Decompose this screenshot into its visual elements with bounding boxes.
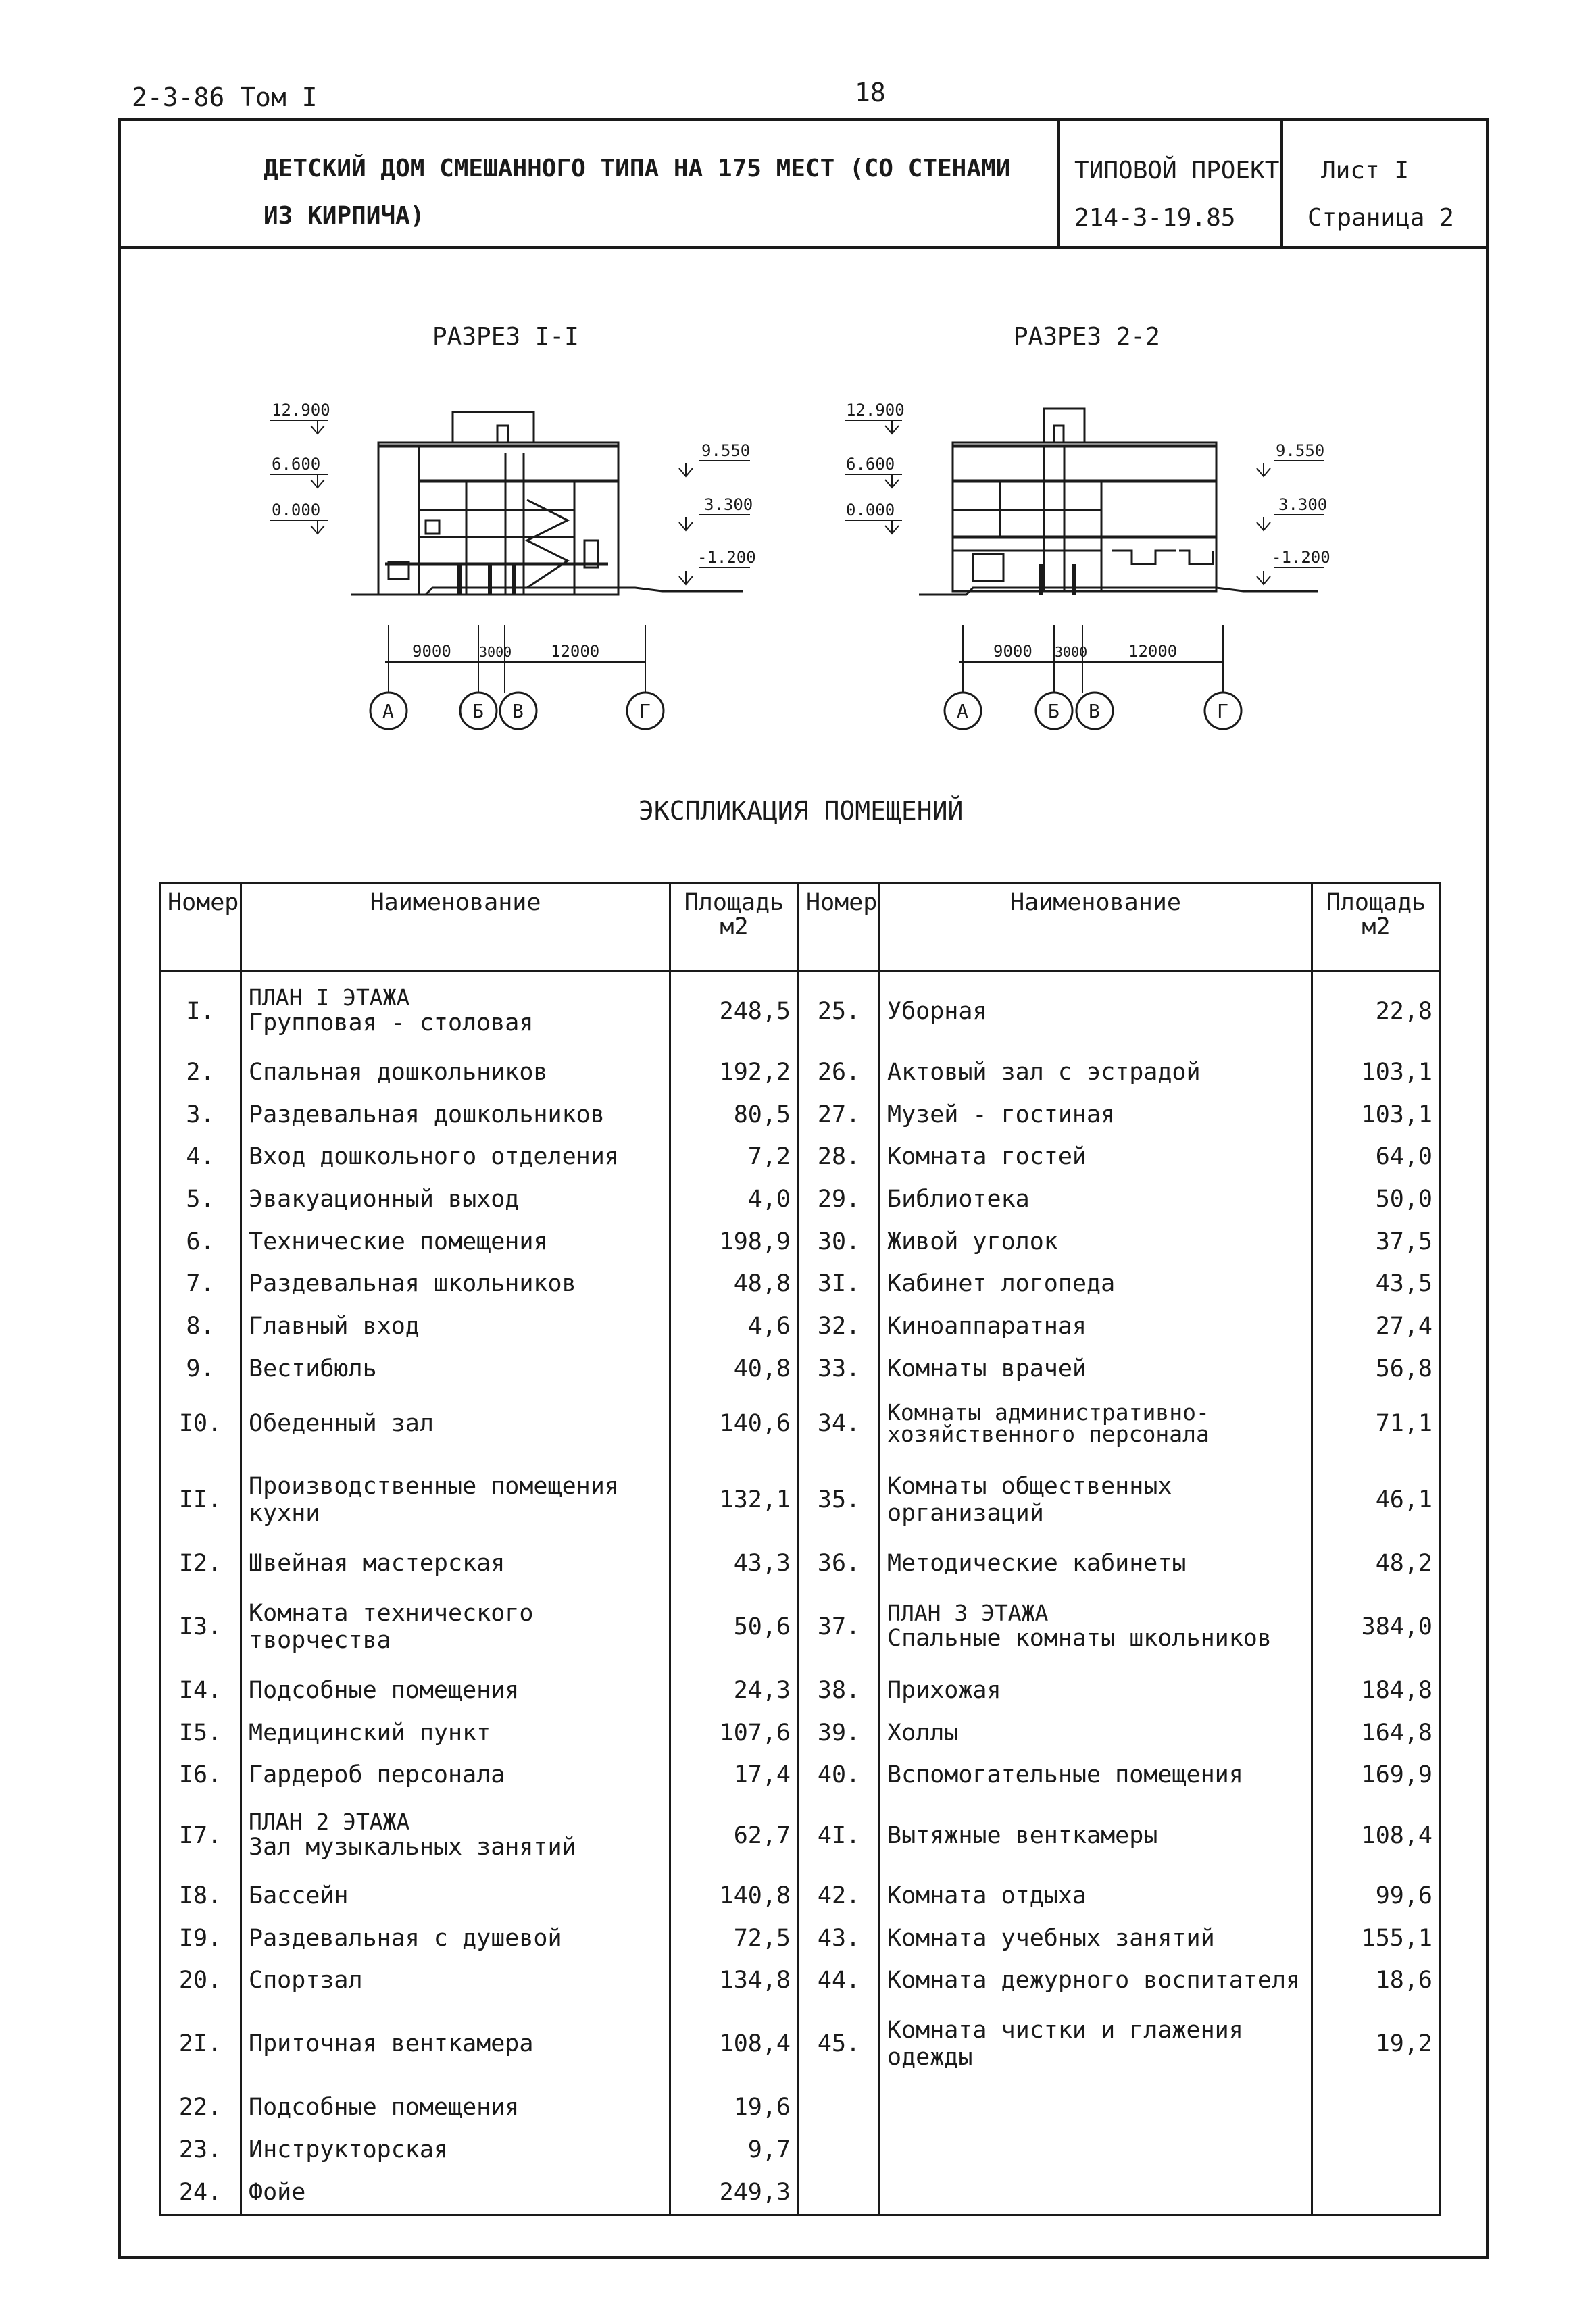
level-label: 9.550	[701, 441, 751, 460]
room-name-cell	[880, 2086, 1312, 2129]
table-row	[160, 1305, 1441, 1348]
room-area: 7,2	[670, 1136, 799, 1178]
room-name: Приточная венткамера	[249, 2030, 534, 2058]
room-name: Музей - гостиная	[887, 1101, 1116, 1128]
room-name: Спальные комнаты школьников	[887, 1625, 1272, 1653]
table-row	[160, 972, 1441, 1051]
room-name-cell	[880, 2002, 1312, 2086]
project-title-line2: ИЗ КИРПИЧА)	[264, 202, 425, 230]
room-number: I2.	[160, 1542, 241, 1585]
room-number: I9.	[160, 1917, 241, 1959]
room-name: Производственные помещения кухни	[249, 1473, 619, 1528]
room-name: Вестибюль	[249, 1355, 377, 1382]
room-name-cell	[241, 1390, 670, 1457]
level-label: 9.550	[1276, 441, 1325, 460]
room-name-cell	[880, 1754, 1312, 1796]
room-name: Медицинский пункт	[249, 1719, 491, 1746]
room-area: 184,8	[1312, 1669, 1441, 1712]
table-row	[160, 1584, 1441, 1669]
room-name-cell	[241, 1711, 670, 1754]
level-label: 0.000	[846, 501, 895, 520]
room-area: 249,3	[670, 2171, 799, 2215]
room-name: Обеденный зал	[249, 1410, 434, 1438]
room-name-cell	[241, 1754, 670, 1796]
room-name-cell	[880, 1457, 1312, 1542]
room-area: 9,7	[670, 2129, 799, 2171]
room-number: I5.	[160, 1711, 241, 1754]
room-name: Холлы	[887, 1719, 959, 1746]
room-name-cell	[241, 1875, 670, 1917]
section-2-title: РАЗРЕЗ 2-2	[1014, 323, 1160, 351]
room-area: 40,8	[670, 1347, 799, 1390]
level-label: 12.900	[272, 401, 330, 420]
room-name: Вход дошкольного отделения	[249, 1143, 619, 1171]
table-row	[160, 1542, 1441, 1585]
table-row	[160, 2171, 1441, 2215]
dimension-label: 3000	[1055, 644, 1088, 660]
dimension-label: 12000	[551, 642, 600, 661]
room-name: Фойе	[249, 2179, 306, 2207]
column-header-num: Номер	[160, 883, 241, 972]
table-row	[160, 1917, 1441, 1959]
project-code: 214-3-19.85	[1074, 204, 1236, 232]
room-area: 24,3	[670, 1669, 799, 1712]
room-number: 42.	[799, 1875, 880, 1917]
room-number: I0.	[160, 1390, 241, 1457]
room-number	[799, 2171, 880, 2215]
room-area: 169,9	[1312, 1754, 1441, 1796]
room-number: 3I.	[799, 1263, 880, 1305]
column-header-area: Площадь м2	[1312, 883, 1441, 972]
room-name-cell	[241, 1457, 670, 1542]
room-name: Спортзал	[249, 1967, 363, 1994]
room-area: 62,7	[670, 1796, 799, 1875]
level-label: 6.600	[272, 455, 321, 474]
room-area: 103,1	[1312, 1093, 1441, 1136]
room-name-cell	[880, 1347, 1312, 1390]
table-row	[160, 1390, 1441, 1457]
room-name-cell	[241, 1959, 670, 2002]
room-name: Раздевальная школьников	[249, 1270, 576, 1298]
room-area: 46,1	[1312, 1457, 1441, 1542]
document-reference: 2-3-86 Том I	[132, 82, 318, 112]
table-row	[160, 1711, 1441, 1754]
room-number: 5.	[160, 1178, 241, 1221]
table-row	[160, 2002, 1441, 2086]
room-name: Подсобные помещения	[249, 2094, 520, 2121]
room-number: 39.	[799, 1711, 880, 1754]
room-number	[799, 2086, 880, 2129]
room-area	[1312, 2171, 1441, 2215]
level-label: 12.900	[846, 401, 905, 420]
room-area: 56,8	[1312, 1347, 1441, 1390]
room-name-cell	[880, 1542, 1312, 1585]
room-name: Технические помещения	[249, 1228, 548, 1255]
room-number: 37.	[799, 1584, 880, 1669]
room-number: I.	[160, 972, 241, 1051]
room-number: 29.	[799, 1178, 880, 1221]
room-area: 50,0	[1312, 1178, 1441, 1221]
table-row	[160, 1796, 1441, 1875]
room-name-cell	[241, 972, 670, 1051]
room-name: Комната технического творчества	[249, 1600, 534, 1655]
room-number: 36.	[799, 1542, 880, 1585]
room-name-cell	[241, 2002, 670, 2086]
column-header-name: Наименование	[880, 883, 1312, 972]
room-name-cell	[880, 1136, 1312, 1178]
room-number: 33.	[799, 1347, 880, 1390]
dimension-label: 9000	[412, 642, 451, 661]
room-name: Библиотека	[887, 1186, 1030, 1213]
room-area: 4,0	[670, 1178, 799, 1221]
room-name-cell	[241, 1669, 670, 1712]
room-number: 32.	[799, 1305, 880, 1348]
room-name: Комната дежурного воспитателя	[887, 1967, 1301, 1994]
room-name: Прихожая	[887, 1677, 1001, 1705]
table-row	[160, 1754, 1441, 1796]
room-area: 384,0	[1312, 1584, 1441, 1669]
room-name-cell	[241, 1347, 670, 1390]
room-number: 28.	[799, 1136, 880, 1178]
room-number: 4I.	[799, 1796, 880, 1875]
room-name-cell	[880, 1263, 1312, 1305]
column-header-name: Наименование	[241, 883, 670, 972]
room-number: I4.	[160, 1669, 241, 1712]
section-2-drawing	[919, 409, 1318, 595]
room-name-cell	[880, 1178, 1312, 1221]
room-number: 23.	[160, 2129, 241, 2171]
room-area: 192,2	[670, 1051, 799, 1094]
room-number: 38.	[799, 1669, 880, 1712]
room-name: Комната чистки и глажения одежды	[887, 2017, 1243, 2071]
room-area: 134,8	[670, 1959, 799, 2002]
title-block-divider	[1280, 118, 1283, 249]
table-row	[160, 1263, 1441, 1305]
dimension-label: 12000	[1128, 642, 1178, 661]
room-number: 40.	[799, 1754, 880, 1796]
page-number: 18	[855, 78, 886, 107]
room-number: 3.	[160, 1093, 241, 1136]
room-area: 72,5	[670, 1917, 799, 1959]
floor-subheading: ПЛАН I ЭТАЖА	[249, 984, 410, 1011]
room-area: 99,6	[1312, 1875, 1441, 1917]
room-area: 4,6	[670, 1305, 799, 1348]
level-label: 3.300	[1278, 495, 1328, 514]
column-header-area: Площадь м2	[670, 883, 799, 972]
room-name-cell	[241, 1584, 670, 1669]
room-area: 22,8	[1312, 972, 1441, 1051]
room-name-cell	[880, 1051, 1312, 1094]
room-number: 34.	[799, 1390, 880, 1457]
room-name: Швейная мастерская	[249, 1550, 505, 1578]
room-number: 2I.	[160, 2002, 241, 2086]
room-name: Комнаты врачей	[887, 1355, 1087, 1382]
dimension-label: 3000	[479, 644, 512, 660]
room-number: II.	[160, 1457, 241, 1542]
room-area: 18,6	[1312, 1959, 1441, 2002]
explication-table	[159, 882, 1441, 2216]
project-title-line1: ДЕТСКИЙ ДОМ СМЕШАННОГО ТИПА НА 175 МЕСТ (СО СТЕНАМИ	[264, 155, 1011, 182]
axis-label: Г	[639, 700, 651, 722]
room-name: Вспомогательные помещения	[887, 1761, 1243, 1789]
table-row	[160, 1959, 1441, 2002]
table-row	[160, 2086, 1441, 2129]
room-name: Кабинет логопеда	[887, 1270, 1116, 1298]
room-area: 164,8	[1312, 1711, 1441, 1754]
room-name: Актовый зал с эстрадой	[887, 1059, 1201, 1086]
table-row	[160, 1669, 1441, 1712]
room-number: 26.	[799, 1051, 880, 1094]
room-name-cell	[241, 2171, 670, 2215]
table-row	[160, 1457, 1441, 1542]
room-area: 248,5	[670, 972, 799, 1051]
room-number: 4.	[160, 1136, 241, 1178]
building-sections-drawing	[257, 318, 1372, 750]
project-info	[1074, 147, 1279, 242]
table-row	[160, 1093, 1441, 1136]
room-area: 50,6	[670, 1584, 799, 1669]
level-label: 3.300	[704, 495, 753, 514]
room-number: 43.	[799, 1917, 880, 1959]
axis-label: В	[512, 700, 524, 722]
room-name: Комната отдыха	[887, 1882, 1087, 1910]
room-number: 7.	[160, 1263, 241, 1305]
room-number	[799, 2129, 880, 2171]
axis-label: А	[957, 700, 968, 722]
room-area: 43,3	[670, 1542, 799, 1585]
table-row	[160, 2129, 1441, 2171]
room-area: 155,1	[1312, 1917, 1441, 1959]
room-name-cell	[241, 1305, 670, 1348]
room-area: 140,6	[670, 1390, 799, 1457]
room-area: 43,5	[1312, 1263, 1441, 1305]
floor-subheading: ПЛАН 2 ЭТАЖА	[249, 1808, 410, 1835]
room-name: Комната учебных занятий	[887, 1924, 1215, 1952]
room-area: 140,8	[670, 1875, 799, 1917]
table-row	[160, 1051, 1441, 1094]
room-area: 37,5	[1312, 1220, 1441, 1263]
section-1-drawing	[351, 412, 743, 595]
room-name: Эвакуационный выход	[249, 1186, 520, 1213]
room-number: 9.	[160, 1347, 241, 1390]
level-label: -1.200	[697, 548, 756, 567]
explication-heading: ЭКСПЛИКАЦИЯ ПОМЕЩЕНИЙ	[639, 796, 964, 826]
sheet-info	[1307, 147, 1454, 242]
room-name-cell	[241, 1220, 670, 1263]
room-area: 107,6	[670, 1711, 799, 1754]
room-area: 71,1	[1312, 1390, 1441, 1457]
room-name-cell	[880, 1093, 1312, 1136]
project-label: ТИПОВОЙ ПРОЕКТ	[1074, 157, 1280, 184]
room-name-cell	[880, 1711, 1312, 1754]
room-name: Групповая - столовая	[249, 1009, 534, 1037]
dimension-label: 9000	[993, 642, 1032, 661]
room-number: I3.	[160, 1584, 241, 1669]
level-label: 6.600	[846, 455, 895, 474]
table-row	[160, 1347, 1441, 1390]
room-name: Зал музыкальных занятий	[249, 1833, 576, 1861]
room-name-cell	[241, 2129, 670, 2171]
room-name-cell	[880, 1390, 1312, 1457]
room-area: 19,2	[1312, 2002, 1441, 2086]
room-name-cell	[241, 1093, 670, 1136]
axis-label: А	[382, 700, 394, 722]
room-area: 27,4	[1312, 1305, 1441, 1348]
room-name-cell	[880, 1796, 1312, 1875]
project-title	[264, 145, 1041, 240]
room-name: Раздевальная с душевой	[249, 1924, 562, 1952]
sheet-label: Лист I	[1321, 157, 1410, 184]
room-name-cell	[241, 1263, 670, 1305]
room-area: 17,4	[670, 1754, 799, 1796]
room-number: 2.	[160, 1051, 241, 1094]
room-number: 22.	[160, 2086, 241, 2129]
room-name-cell	[241, 1178, 670, 1221]
room-name-cell	[241, 1136, 670, 1178]
room-area: 108,4	[670, 2002, 799, 2086]
axis-label: Б	[1048, 700, 1059, 722]
room-name-cell	[880, 1220, 1312, 1263]
room-number: I6.	[160, 1754, 241, 1796]
room-name-cell	[880, 2129, 1312, 2171]
room-number: I7.	[160, 1796, 241, 1875]
room-name-cell	[880, 2171, 1312, 2215]
page-label: Страница 2	[1307, 204, 1454, 232]
room-name-cell	[241, 2086, 670, 2129]
room-area: 64,0	[1312, 1136, 1441, 1178]
room-name-cell	[880, 1305, 1312, 1348]
room-name: Гардероб персонала	[249, 1761, 505, 1789]
room-name-cell	[880, 972, 1312, 1051]
room-name: Комнаты административно-хозяйственного персонала	[887, 1399, 1210, 1448]
room-area	[1312, 2086, 1441, 2129]
table-row	[160, 1220, 1441, 1263]
room-name: Комната гостей	[887, 1143, 1087, 1171]
table-header-row	[160, 883, 1441, 972]
level-label: 0.000	[272, 501, 321, 520]
explication-body	[160, 972, 1441, 2215]
floor-subheading: ПЛАН 3 ЭТАЖА	[887, 1600, 1049, 1627]
room-name: Спальная дошкольников	[249, 1059, 548, 1086]
room-number: 45.	[799, 2002, 880, 2086]
axis-label: Г	[1217, 700, 1228, 722]
axis-label: В	[1089, 700, 1100, 722]
room-name-cell	[880, 1917, 1312, 1959]
table-row	[160, 1178, 1441, 1221]
room-number: 8.	[160, 1305, 241, 1348]
room-name-cell	[241, 1051, 670, 1094]
room-number: 25.	[799, 972, 880, 1051]
room-name-cell	[880, 1875, 1312, 1917]
section-1-title: РАЗРЕЗ I-I	[432, 323, 579, 351]
room-number: I8.	[160, 1875, 241, 1917]
room-name: Киноаппаратная	[887, 1313, 1087, 1340]
room-name: Инструкторская	[249, 2136, 449, 2164]
room-number: 30.	[799, 1220, 880, 1263]
room-name: Бассейн	[249, 1882, 349, 1910]
room-number: 27.	[799, 1093, 880, 1136]
room-area: 103,1	[1312, 1051, 1441, 1094]
room-area: 48,8	[670, 1263, 799, 1305]
room-area: 19,6	[670, 2086, 799, 2129]
room-name: Подсобные помещения	[249, 1677, 520, 1705]
room-area: 108,4	[1312, 1796, 1441, 1875]
axis-label: Б	[472, 700, 484, 722]
room-name: Комнаты общественных организаций	[887, 1473, 1172, 1528]
title-block-divider	[1057, 118, 1060, 249]
room-number: 20.	[160, 1959, 241, 2002]
room-name: Раздевальная дошкольников	[249, 1101, 605, 1128]
room-area: 48,2	[1312, 1542, 1441, 1585]
room-name: Методические кабинеты	[887, 1550, 1187, 1578]
column-header-num: Номер	[799, 883, 880, 972]
table-row	[160, 1136, 1441, 1178]
room-name: Главный вход	[249, 1313, 420, 1340]
room-name-cell	[241, 1796, 670, 1875]
room-name-cell	[880, 1669, 1312, 1712]
room-name-cell	[880, 1584, 1312, 1669]
room-name-cell	[241, 1917, 670, 1959]
room-name: Живой уголок	[887, 1228, 1058, 1255]
room-number: 35.	[799, 1457, 880, 1542]
room-area	[1312, 2129, 1441, 2171]
level-label: -1.200	[1272, 548, 1330, 567]
room-name-cell	[241, 1542, 670, 1585]
table-row	[160, 1875, 1441, 1917]
room-number: 24.	[160, 2171, 241, 2215]
room-name: Уборная	[887, 998, 987, 1026]
room-name: Вытяжные венткамеры	[887, 1821, 1158, 1849]
room-area: 132,1	[670, 1457, 799, 1542]
room-name-cell	[880, 1959, 1312, 2002]
room-area: 80,5	[670, 1093, 799, 1136]
room-number: 44.	[799, 1959, 880, 2002]
room-area: 198,9	[670, 1220, 799, 1263]
room-number: 6.	[160, 1220, 241, 1263]
